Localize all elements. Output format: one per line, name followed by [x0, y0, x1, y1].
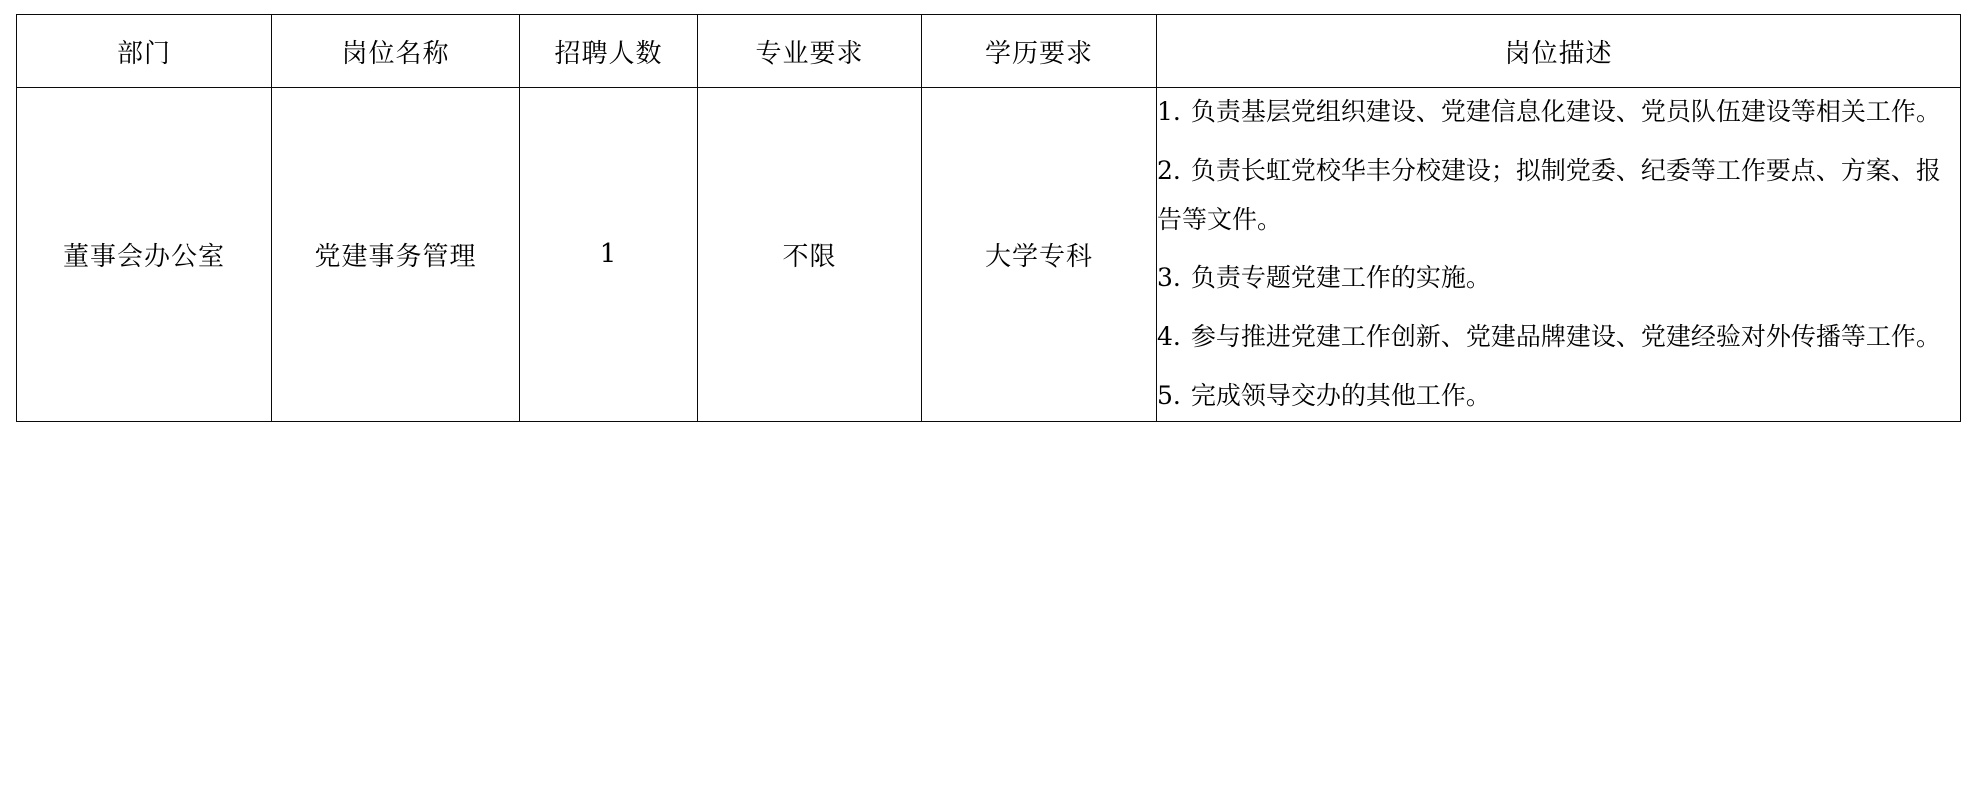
description-item-number: 4. [1157, 322, 1181, 351]
description-item-text: 负责专题党建工作的实施。 [1190, 263, 1491, 293]
description-item-text: 负责基层党组织建设、党建信息化建设、党员队伍建设等相关工作。 [1190, 97, 1941, 126]
description-item-text: 负责长虹党校华丰分校建设；拟制党委、纪委等工作要点、方案、报告等文件。 [1157, 155, 1941, 234]
description-item-text: 参与推进党建工作创新、党建品牌建设、党建经验对外传播等工作。 [1190, 322, 1941, 351]
description-item-number: 2. [1157, 155, 1181, 185]
description-item [1157, 372, 1960, 421]
column-header-description: 岗位描述 [1157, 15, 1961, 88]
column-header-position: 岗位名称 [272, 15, 520, 88]
cell-education: 大学专科 [922, 88, 1157, 422]
cell-count: 1 [520, 88, 698, 422]
table-header [17, 15, 1961, 88]
description-item [1157, 254, 1960, 303]
cell-department: 董事会办公室 [17, 88, 272, 422]
table-row [17, 88, 1961, 422]
description-item-number: 5. [1157, 380, 1181, 410]
cell-major: 不限 [698, 88, 922, 422]
description-item-text: 完成领导交办的其他工作。 [1190, 380, 1491, 410]
column-header-department: 部门 [17, 15, 272, 88]
description-item [1157, 313, 1960, 362]
column-header-major: 专业要求 [698, 15, 922, 88]
description-item-number: 1. [1157, 97, 1181, 126]
cell-position: 党建事务管理 [272, 88, 520, 422]
column-header-count: 招聘人数 [520, 15, 698, 88]
table-body [17, 88, 1961, 422]
table-header-row [17, 15, 1961, 88]
column-header-education: 学历要求 [922, 15, 1157, 88]
description-item [1157, 88, 1960, 137]
cell-description [1157, 88, 1961, 422]
description-item [1157, 147, 1960, 245]
description-item-number: 3. [1157, 263, 1181, 293]
recruitment-table [16, 14, 1961, 422]
